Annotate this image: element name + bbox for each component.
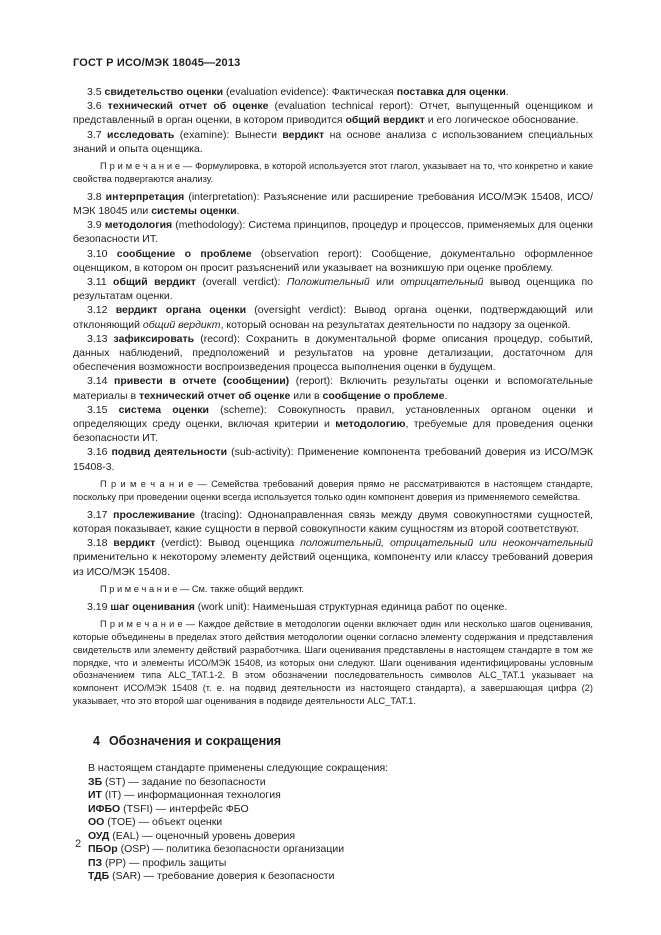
text-run: (scheme): Совокупность правил, установленных органом оценки и определяющих среду оценки, включая критерии и xyxy=(73,403,596,431)
term-3-14 xyxy=(73,374,596,402)
text-run: ПЗ xyxy=(88,856,103,869)
note-3-19 xyxy=(73,618,596,708)
text-run: П р и м е ч а н и е — Каждое действие в методологии оценки включает один или несколько шагов оценивания, которые объединены в пределах этого действия методологии оценки согласно элементу содержания и представления свидетельств или элементу действий разработчика. Шаги оценивания представлены в настоящем стандарте в том же порядке, что и элементы ИСО/МЭК 15408, из которых они следуют. Шаги оценивания идентифицированы условным обозначением типа ALC_TAT.1-2. В этом обозначении последовательность символов ALC_TAT.1 указывает на компонент ИСО/МЭК 15408 (т. е. на подвид деятельности из настоящего стандарта), а завершающая цифра (2) указывает, что это второй шаг оценивания в подвиде деятельности ALC_TAT.1. xyxy=(73,618,596,707)
text-run: 3.7 xyxy=(87,128,108,141)
text-run: (PP) — профиль защиты xyxy=(102,856,227,869)
text-run: (record): Сохранить в документальной форме описания процедур, событий, данных наблюдений, предположений и результатов на уровне детализации, достаточном для обеспечения возможности воспроизведения процесса выполнения оценки в будущем. xyxy=(73,332,596,374)
text-run: 3.19 xyxy=(87,600,111,613)
note-3-16 xyxy=(73,478,596,504)
text-run: зафиксировать xyxy=(113,332,195,345)
text-run: 3.16 xyxy=(87,446,112,459)
text-run: П р и м е ч а н и е — Формулировка, в которой используется этот глагол, указывает на то, что конкретно и какие свойства подвергаются анализу. xyxy=(73,161,596,184)
text-run: свидетельство оценки xyxy=(104,86,224,98)
text-run: (sub-activity): Применение компонента требований доверия из ИСО/МЭК 15408-3. xyxy=(73,446,596,473)
text-run: 3.10 xyxy=(87,247,117,260)
text-run: (overall verdict): xyxy=(195,276,287,289)
text-run: ЗБ xyxy=(88,775,103,788)
note-3-18 xyxy=(73,583,593,596)
term-3-16 xyxy=(73,445,596,473)
text-run: ОУД xyxy=(88,829,110,842)
text-run: на основе анализа с использованием специальных знаний и опыта оценщика. xyxy=(73,128,596,155)
text-run: (evaluation technical report): Отчет, выпущенный оценщиком и представленный в орган оценки, в котором приводится xyxy=(73,100,596,127)
text-run: 3.6 xyxy=(87,100,108,113)
text-run: 3.14 xyxy=(87,375,115,388)
section-4-heading xyxy=(93,734,593,749)
text-run: положительный, отрицательный или неокончательный xyxy=(300,537,593,550)
text-run: вывод оценщика по результатам оценки. xyxy=(73,276,596,303)
term-3-19 xyxy=(73,600,593,614)
text-run: , требуемые для проведения оценки безопасности ИТ. xyxy=(73,418,596,445)
abbr-zb xyxy=(88,776,593,790)
term-3-12 xyxy=(73,303,596,331)
text-run: П р и м е ч а н и е — См. также общий вердикт. xyxy=(100,583,305,594)
abbr-it xyxy=(88,789,593,803)
term-3-9 xyxy=(73,218,596,246)
term-3-5 xyxy=(73,85,593,99)
text-run: (verdict): Вывод оценщика xyxy=(155,537,301,550)
text-run: (ST) — задание по безопасности xyxy=(102,775,266,788)
text-run: методологию xyxy=(335,418,406,431)
text-run: , который основан на результатах деятельности по надзору за оценкой. xyxy=(220,318,571,331)
text-run: технический отчет об оценке xyxy=(139,389,291,402)
text-run: ОО xyxy=(88,816,105,829)
term-3-7 xyxy=(73,128,596,156)
term-3-18 xyxy=(73,536,596,579)
text-run: сообщение о проблеме xyxy=(116,247,252,260)
text-run: шаг оценивания xyxy=(110,600,195,613)
text-run: (observation report): Сообщение, документально оформленное оценщиком, в котором он просит разъяснений или указывает на возникшую при оценке проблему. xyxy=(73,247,596,274)
text-run: 3.12 xyxy=(87,304,116,317)
text-run: 3.13 xyxy=(87,332,114,345)
text-run: ПБОр xyxy=(88,843,118,856)
text-run: ИТ xyxy=(88,789,102,802)
term-3-15 xyxy=(73,403,596,446)
text-run: П р и м е ч а н и е — Семейства требований доверия прямо не рассматриваются в настоящем стандарте, поскольку при проведении оценки всегда используется только один компонент доверия из применяемого семейства. xyxy=(73,478,596,502)
text-run: . xyxy=(236,205,240,218)
term-3-13 xyxy=(73,332,596,375)
text-run: 3.8 xyxy=(87,190,106,203)
text-run: . xyxy=(505,86,509,98)
doc-blocks xyxy=(73,85,596,884)
text-run: 3.5 xyxy=(87,86,105,98)
abbr-pbor xyxy=(88,843,593,857)
standard-designation-header: ГОСТ Р ИСО/МЭК 18045—2013 xyxy=(73,57,241,69)
text-run: исследовать xyxy=(107,128,175,141)
text-run: (evaluation evidence): Фактическая xyxy=(223,86,397,98)
text-run: подвид деятельности xyxy=(111,446,228,459)
abbr-oo xyxy=(88,816,593,830)
text-run: прослеживание xyxy=(113,508,195,521)
text-run: вердикт xyxy=(113,537,156,550)
text-run: (TOE) — объект оценки xyxy=(104,816,223,829)
text-run: методология xyxy=(104,219,173,232)
text-run: или в xyxy=(290,389,323,402)
text-run: (examine): Вынести xyxy=(174,128,283,141)
term-3-11 xyxy=(73,275,596,303)
text-run: ИФБО xyxy=(88,802,121,815)
text-run: (TSFI) — интерфейс ФБО xyxy=(120,802,249,815)
text-run: 3.17 xyxy=(87,508,114,521)
text-run: Положительный xyxy=(286,276,370,289)
text-run: 4 xyxy=(93,734,100,749)
term-3-6 xyxy=(73,99,596,127)
text-run: вердикт органа оценки xyxy=(115,304,247,317)
text-run: системы оценки xyxy=(151,205,237,218)
term-3-17 xyxy=(73,508,596,536)
text-run: 3.15 xyxy=(87,403,119,416)
page-content xyxy=(73,57,596,884)
term-3-10 xyxy=(73,247,596,275)
text-run: (work unit): Наименьшая структурная единица работ по оценке. xyxy=(194,600,508,613)
abbr-tdb xyxy=(88,870,593,884)
text-run: 3.18 xyxy=(87,537,114,550)
text-run: общий вердикт xyxy=(142,318,221,331)
text-run: общий вердикт xyxy=(113,276,196,289)
abbr-intro xyxy=(88,762,593,776)
text-run: привести в отчете (сообщении) xyxy=(114,375,290,388)
text-run: Обозначения и сокращения xyxy=(108,734,282,749)
text-run: (methodology): Система принципов, процедур и процессов, применяемых для оценки безопасности ИТ. xyxy=(73,219,596,246)
text-run: или xyxy=(369,276,401,289)
text-run: (OSP) — политика безопасности организации xyxy=(117,843,345,856)
text-run: (SAR) — требование доверия к безопасности xyxy=(109,870,335,883)
text-run: (interpretation): Разъяснение или расширение требования ИСО/МЭК 15408, ИСО/МЭК 18045 или xyxy=(73,190,594,218)
page-number: 2 xyxy=(75,838,82,850)
abbr-oud xyxy=(88,830,593,844)
text-run: отрицательный xyxy=(400,276,484,289)
text-run: технический отчет об оценке xyxy=(107,100,269,113)
text-run: 3.11 xyxy=(87,276,114,289)
text-run: применительно к некоторому элементу действий оценщика, компоненту или классу требований доверия из ИСО/МЭК 15408. xyxy=(73,537,596,578)
text-run: (EAL) — оценочный уровень доверия xyxy=(109,829,296,842)
abbr-pz xyxy=(88,857,593,871)
text-run: вердикт xyxy=(282,128,325,141)
text-run: (oversight verdict): Вывод органа оценки, подтверждающий или отклоняющий xyxy=(73,304,596,331)
note-3-7 xyxy=(73,160,596,186)
text-run: поставка для оценки xyxy=(396,86,506,98)
text-run: (report): Включить результаты оценки и вспомогательные материалы в xyxy=(73,375,596,402)
text-run: В настоящем стандарте применены следующие сокращения: xyxy=(88,762,389,775)
abbr-ifbo xyxy=(88,803,593,817)
text-run: интерпретация xyxy=(105,190,185,203)
text-run: общий вердикт xyxy=(345,114,425,127)
term-3-8 xyxy=(73,190,593,218)
text-run: (tracing): Однонаправленная связь между двумя совокупностями сущностей, которая показывает, какие сущности в первой совокупности каким сущностям из второй соответствуют. xyxy=(73,508,596,535)
text-run: 3.9 xyxy=(87,219,105,232)
text-run: . xyxy=(444,389,448,402)
text-run: и его логическое обоснование. xyxy=(424,114,579,127)
text-run: система оценки xyxy=(118,403,209,416)
text-run: ТДБ xyxy=(88,870,110,883)
text-run: (IT) — информационная технология xyxy=(101,789,281,802)
text-run: сообщение о проблеме xyxy=(322,389,445,402)
